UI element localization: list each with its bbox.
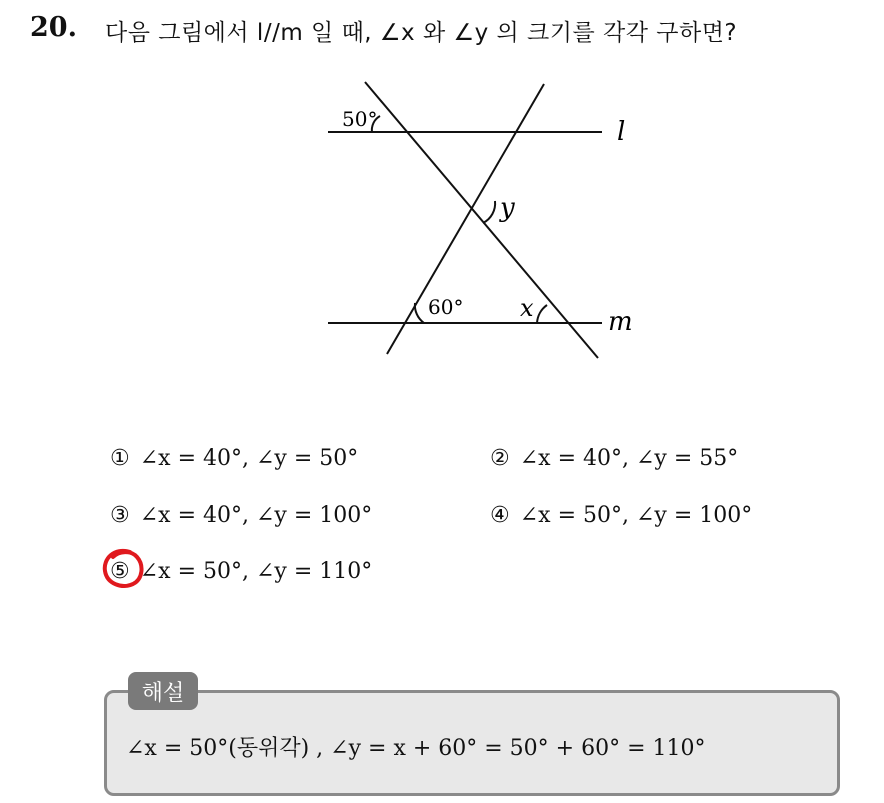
choice-text: ∠x = 50°, ∠y = 100° — [519, 503, 753, 528]
angle-label-top: 50° — [342, 107, 378, 131]
choice-number: ④ — [490, 503, 510, 528]
parallel-lines-figure — [320, 78, 650, 368]
answer-circle-mark — [100, 547, 146, 591]
choice-2[interactable] — [490, 446, 738, 471]
choice-5[interactable] — [110, 559, 372, 584]
angle-label-bottom: 60° — [428, 295, 464, 319]
line-label-m: m — [608, 307, 633, 337]
choice-text: ∠x = 50°, ∠y = 110° — [139, 559, 373, 584]
explanation-text: ∠x = 50°(동위각) , ∠y = x + 60° = 50° + 60° = 110° — [126, 736, 706, 761]
angle-arc-y — [483, 201, 495, 223]
choice-number: ② — [490, 446, 510, 471]
choice-number: ① — [110, 446, 130, 471]
choice-4[interactable] — [490, 503, 752, 528]
choice-text: ∠x = 40°, ∠y = 50° — [139, 446, 359, 471]
line-label-l: l — [617, 117, 626, 147]
angle-label-x: x — [520, 294, 534, 322]
transversal-1 — [365, 82, 598, 358]
question-number: 20. — [30, 12, 77, 43]
angle-arc-60 — [415, 303, 424, 323]
question-text: 다음 그림에서 l//m 일 때, ∠x 와 ∠y 의 크기를 각각 구하면? — [105, 20, 738, 46]
choice-number: ③ — [110, 503, 130, 528]
explanation-tag: 해설 — [128, 672, 198, 710]
choice-number: ⑤ — [110, 559, 130, 584]
angle-arc-x — [537, 305, 547, 323]
choice-1[interactable] — [110, 446, 358, 471]
choice-text: ∠x = 40°, ∠y = 55° — [519, 446, 739, 471]
choice-3[interactable] — [110, 503, 372, 528]
angle-label-y: y — [500, 193, 515, 223]
choice-text: ∠x = 40°, ∠y = 100° — [139, 503, 373, 528]
